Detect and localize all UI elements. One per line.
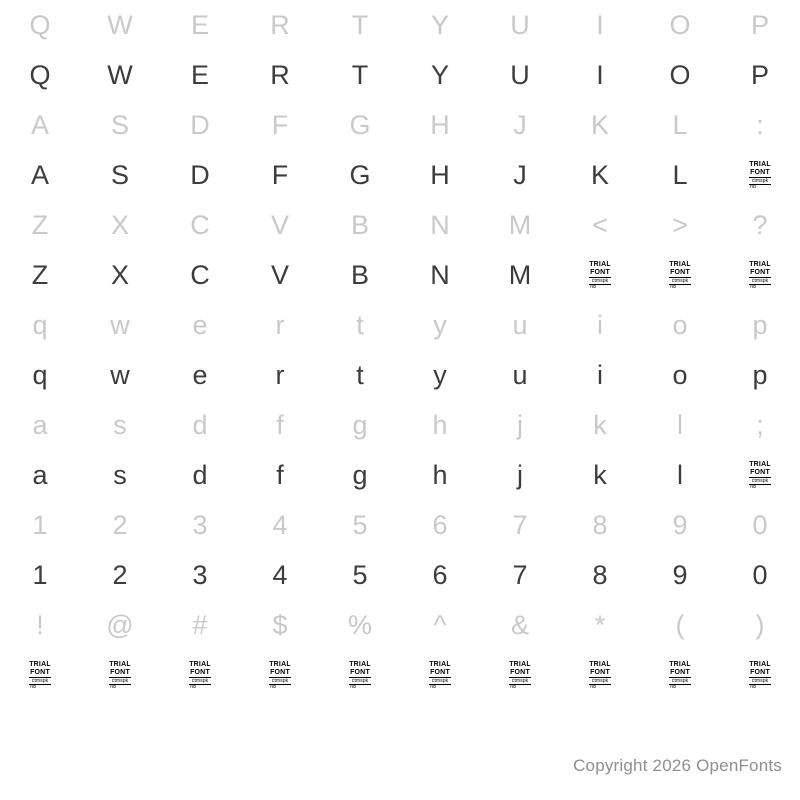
glyph-cell: 2 — [112, 559, 128, 590]
trial-font-stamp — [560, 650, 640, 700]
stamp-line-4: nd — [750, 184, 756, 191]
stamp-line-1: TRIAL — [509, 661, 531, 669]
stamp-line-2: FONT — [429, 669, 451, 678]
glyph-cell: g — [352, 409, 368, 440]
stamp-line-4: nd — [750, 284, 756, 291]
glyph-cell: 5 — [352, 509, 368, 540]
glyph-cell: f — [276, 459, 284, 490]
glyph-cell: H — [430, 109, 450, 140]
stamp-line-2: FONT — [749, 269, 771, 278]
stamp-line-1: TRIAL — [749, 461, 771, 469]
glyph-cell: Z — [31, 259, 49, 290]
glyph-cell: O — [669, 9, 691, 40]
glyph-cell: W — [107, 59, 133, 90]
trial-font-stamp-mark — [189, 661, 211, 690]
glyph-cell: * — [594, 609, 606, 640]
stamp-line-1: TRIAL — [669, 261, 691, 269]
trial-font-stamp — [480, 650, 560, 700]
glyph-cell: B — [350, 209, 369, 240]
trial-font-stamp — [80, 650, 160, 700]
trial-font-stamp — [720, 450, 800, 500]
glyph-cell: S — [110, 159, 129, 190]
glyph-cell: I — [596, 9, 604, 40]
glyph-cell: T — [351, 59, 369, 90]
glyph-cell: u — [512, 359, 528, 390]
trial-font-stamp-mark — [669, 261, 691, 290]
glyph-cell: < — [592, 209, 608, 240]
stamp-line-2: FONT — [349, 669, 371, 678]
stamp-line-3: ctmspk — [109, 678, 131, 685]
stamp-line-3: ctmspk — [749, 678, 771, 685]
glyph-cell: 4 — [272, 509, 288, 540]
glyph-cell: 6 — [432, 509, 448, 540]
glyph-cell: F — [271, 159, 289, 190]
glyph-cell: q — [32, 359, 48, 390]
glyph-cell: i — [597, 359, 603, 390]
glyph-cell: $ — [272, 609, 288, 640]
stamp-line-4: nd — [430, 684, 436, 691]
stamp-line-1: TRIAL — [589, 261, 611, 269]
copyright-notice: Copyright 2026 OpenFonts — [573, 756, 782, 775]
stamp-line-3: ctmspk — [269, 678, 291, 685]
glyph-cell: j — [517, 459, 523, 490]
glyph-cell: j — [517, 409, 523, 440]
stamp-line-2: FONT — [29, 669, 51, 678]
glyph-cell: 8 — [592, 509, 608, 540]
glyph-cell: h — [432, 409, 448, 440]
stamp-line-4: nd — [590, 284, 596, 291]
trial-font-stamp — [400, 650, 480, 700]
glyph-cell: Q — [29, 9, 51, 40]
glyph-cell: y — [433, 309, 447, 340]
stamp-line-3: ctmspk — [189, 678, 211, 685]
glyph-cell: 7 — [512, 509, 528, 540]
stamp-line-3: ctmspk — [669, 278, 691, 285]
glyph-cell: 8 — [592, 559, 608, 590]
glyph-cell: 6 — [432, 559, 448, 590]
glyph-cell: > — [672, 209, 688, 240]
stamp-line-4: nd — [670, 684, 676, 691]
glyph-cell: L — [672, 109, 688, 140]
glyph-cell: B — [350, 259, 369, 290]
glyph-cell: X — [110, 209, 129, 240]
stamp-line-2: FONT — [269, 669, 291, 678]
stamp-line-2: FONT — [189, 669, 211, 678]
glyph-cell: E — [190, 9, 209, 40]
trial-font-stamp-mark — [669, 661, 691, 690]
stamp-line-3: ctmspk — [429, 678, 451, 685]
stamp-line-1: TRIAL — [749, 161, 771, 169]
stamp-line-2: FONT — [749, 669, 771, 678]
glyph-cell: r — [275, 309, 285, 340]
glyph-cell: G — [349, 159, 371, 190]
trial-font-stamp-mark — [349, 661, 371, 690]
glyph-cell: Y — [430, 9, 449, 40]
glyph-cell: 9 — [672, 559, 688, 590]
glyph-cell: S — [110, 109, 129, 140]
stamp-line-3: ctmspk — [29, 678, 51, 685]
glyph-cell: g — [352, 459, 368, 490]
glyph-cell: X — [110, 259, 129, 290]
glyph-cell: p — [752, 359, 768, 390]
glyph-cell: Q — [29, 59, 51, 90]
glyph-cell: D — [190, 159, 210, 190]
glyph-cell: l — [677, 409, 683, 440]
glyph-cell: e — [192, 309, 208, 340]
trial-font-stamp — [720, 250, 800, 300]
glyph-cell: l — [677, 459, 683, 490]
glyph-cell: 3 — [192, 559, 208, 590]
stamp-line-4: nd — [750, 684, 756, 691]
glyph-cell: w — [110, 359, 130, 390]
trial-font-stamp — [320, 650, 400, 700]
stamp-line-4: nd — [270, 684, 276, 691]
glyph-cell: p — [752, 309, 768, 340]
glyph-cell: K — [590, 159, 609, 190]
stamp-line-1: TRIAL — [269, 661, 291, 669]
stamp-line-4: nd — [750, 484, 756, 491]
stamp-line-1: TRIAL — [589, 661, 611, 669]
glyph-cell: 0 — [752, 509, 768, 540]
stamp-line-2: FONT — [669, 269, 691, 278]
trial-font-stamp-mark — [749, 261, 771, 290]
trial-font-stamp-mark — [109, 661, 131, 690]
glyph-cell: W — [107, 9, 133, 40]
glyph-cell: R — [270, 59, 290, 90]
glyph-cell: k — [593, 459, 607, 490]
glyph-cell: G — [349, 109, 371, 140]
glyph-cell: o — [672, 309, 688, 340]
glyph-cell: & — [510, 609, 529, 640]
trial-font-stamp — [240, 650, 320, 700]
glyph-cell: J — [513, 159, 527, 190]
glyph-cell: @ — [106, 609, 134, 640]
stamp-line-1: TRIAL — [749, 661, 771, 669]
glyph-cell: R — [270, 9, 290, 40]
trial-font-stamp-mark — [269, 661, 291, 690]
stamp-line-3: ctmspk — [589, 678, 611, 685]
stamp-line-4: nd — [670, 284, 676, 291]
glyph-cell: r — [275, 359, 285, 390]
glyph-cell: P — [750, 9, 769, 40]
glyph-cell: u — [512, 309, 528, 340]
glyph-cell: M — [508, 209, 532, 240]
glyph-cell: V — [270, 259, 289, 290]
stamp-line-3: ctmspk — [669, 678, 691, 685]
glyph-cell: : — [756, 109, 764, 140]
stamp-line-1: TRIAL — [109, 661, 131, 669]
glyph-cell: Y — [430, 59, 449, 90]
glyph-cell: J — [513, 109, 527, 140]
glyph-cell: C — [190, 259, 210, 290]
glyph-cell: i — [597, 309, 603, 340]
stamp-line-3: ctmspk — [749, 478, 771, 485]
stamp-line-1: TRIAL — [669, 661, 691, 669]
glyph-cell: y — [433, 359, 447, 390]
glyph-cell: L — [672, 159, 688, 190]
stamp-line-4: nd — [190, 684, 196, 691]
glyph-cell: F — [271, 109, 289, 140]
stamp-line-4: nd — [510, 684, 516, 691]
stamp-line-3: ctmspk — [749, 178, 771, 185]
glyph-cell: A — [30, 109, 49, 140]
glyph-cell: I — [596, 59, 604, 90]
stamp-line-2: FONT — [589, 669, 611, 678]
stamp-line-3: ctmspk — [589, 278, 611, 285]
glyph-cell: w — [110, 309, 130, 340]
glyph-cell: ^ — [433, 609, 447, 640]
stamp-line-3: ctmspk — [509, 678, 531, 685]
glyph-cell: 3 — [192, 509, 208, 540]
glyph-cell: h — [432, 459, 448, 490]
trial-font-stamp — [0, 650, 80, 700]
glyph-cell: % — [347, 609, 372, 640]
stamp-line-2: FONT — [589, 269, 611, 278]
stamp-line-1: TRIAL — [189, 661, 211, 669]
glyph-cell: 1 — [32, 509, 48, 540]
glyph-cell: a — [32, 459, 48, 490]
stamp-line-2: FONT — [749, 469, 771, 478]
trial-font-stamp-mark — [749, 461, 771, 490]
trial-font-stamp-mark — [589, 261, 611, 290]
stamp-line-3: ctmspk — [349, 678, 371, 685]
glyph-cell: V — [270, 209, 289, 240]
glyph-cell: N — [430, 209, 450, 240]
glyph-cell: t — [356, 309, 364, 340]
glyph-cell: Z — [31, 209, 49, 240]
glyph-cell: 4 — [272, 559, 288, 590]
stamp-line-4: nd — [350, 684, 356, 691]
stamp-line-4: nd — [110, 684, 116, 691]
glyph-cell: # — [192, 609, 208, 640]
stamp-line-2: FONT — [749, 169, 771, 178]
glyph-cell: o — [672, 359, 688, 390]
stamp-line-4: nd — [590, 684, 596, 691]
stamp-line-2: FONT — [109, 669, 131, 678]
stamp-line-1: TRIAL — [749, 261, 771, 269]
glyph-cell: D — [190, 109, 210, 140]
glyph-cell: N — [430, 259, 450, 290]
trial-font-stamp — [560, 250, 640, 300]
stamp-line-3: ctmspk — [749, 278, 771, 285]
glyph-cell: f — [276, 409, 284, 440]
glyph-cell: ; — [756, 409, 764, 440]
stamp-line-2: FONT — [669, 669, 691, 678]
glyph-cell: e — [192, 359, 208, 390]
trial-font-stamp-mark — [29, 661, 51, 690]
trial-font-stamp — [720, 150, 800, 200]
trial-font-stamp-mark — [509, 661, 531, 690]
stamp-line-1: TRIAL — [349, 661, 371, 669]
glyph-cell: 5 — [352, 559, 368, 590]
glyph-cell: d — [192, 459, 208, 490]
trial-font-stamp — [640, 250, 720, 300]
trial-font-stamp-mark — [589, 661, 611, 690]
glyph-cell: ! — [36, 609, 44, 640]
glyph-cell: 0 — [752, 559, 768, 590]
stamp-line-2: FONT — [509, 669, 531, 678]
stamp-line-4: nd — [30, 684, 36, 691]
glyph-cell: t — [356, 359, 364, 390]
glyph-cell: E — [190, 59, 209, 90]
glyph-cell: q — [32, 309, 48, 340]
stamp-line-1: TRIAL — [429, 661, 451, 669]
glyph-cell: C — [190, 209, 210, 240]
glyph-cell: T — [351, 9, 369, 40]
glyph-cell: H — [430, 159, 450, 190]
trial-font-stamp-mark — [429, 661, 451, 690]
glyph-cell: 1 — [32, 559, 48, 590]
glyph-cell: ? — [752, 209, 768, 240]
trial-font-stamp-mark — [749, 661, 771, 690]
trial-font-stamp-mark — [749, 161, 771, 190]
glyph-cell: 9 — [672, 509, 688, 540]
glyph-cell: ( — [675, 609, 685, 640]
glyph-cell: O — [669, 59, 691, 90]
glyph-cell: U — [510, 9, 530, 40]
glyph-cell: ) — [755, 609, 765, 640]
trial-font-stamp — [640, 650, 720, 700]
glyph-cell: s — [113, 459, 127, 490]
glyph-cell: U — [510, 59, 530, 90]
glyph-cell: k — [593, 409, 607, 440]
glyph-cell: a — [32, 409, 48, 440]
stamp-line-1: TRIAL — [29, 661, 51, 669]
glyph-cell: P — [750, 59, 769, 90]
glyph-cell: A — [30, 159, 49, 190]
glyph-cell: 2 — [112, 509, 128, 540]
glyph-cell: s — [113, 409, 127, 440]
glyph-cell: 7 — [512, 559, 528, 590]
trial-font-stamp — [720, 650, 800, 700]
glyph-cell: d — [192, 409, 208, 440]
trial-font-stamp — [160, 650, 240, 700]
glyph-cell: M — [508, 259, 532, 290]
glyph-cell: K — [590, 109, 609, 140]
